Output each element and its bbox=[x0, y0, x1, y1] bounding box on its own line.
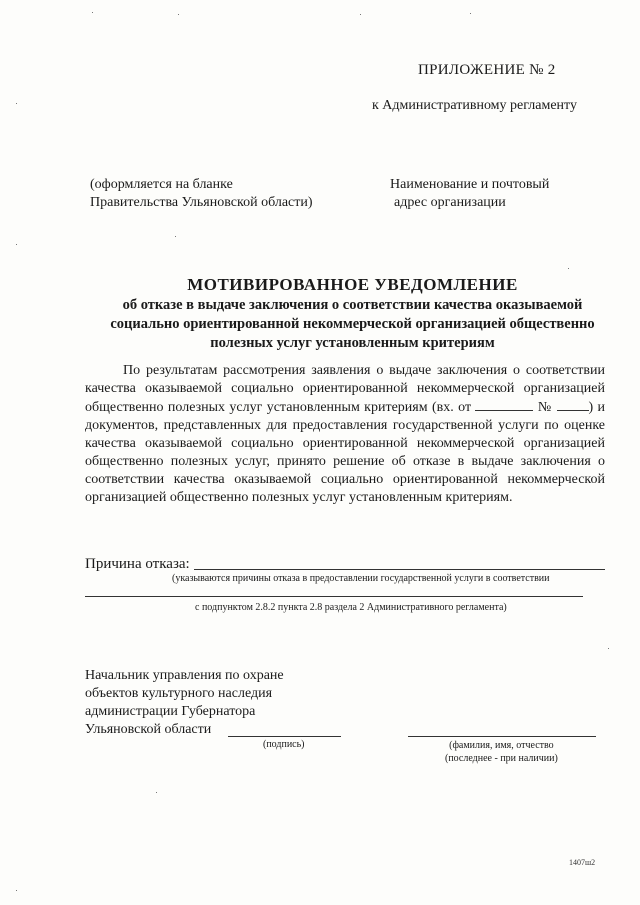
name-hint-line: (фамилия, имя, отчество bbox=[449, 740, 554, 751]
signer-line: объектов культурного наследия bbox=[85, 686, 273, 701]
body-paragraph bbox=[85, 362, 605, 507]
recipient-note-line: адрес организации bbox=[394, 195, 506, 210]
scan-speck bbox=[360, 14, 361, 15]
scan-speck bbox=[178, 14, 179, 15]
signature-line bbox=[228, 736, 341, 737]
document-title-line: полезных услуг установленным критериям bbox=[210, 335, 495, 351]
reason-hint: (указываются причины отказа в предоставлении государственной услуги в соответствии bbox=[172, 573, 550, 584]
name-hint-line: (последнее - при наличии) bbox=[445, 753, 558, 764]
document-title bbox=[60, 274, 640, 353]
letterhead-note bbox=[90, 176, 313, 212]
reason-label: Причина отказа: bbox=[85, 556, 190, 572]
date-blank bbox=[475, 398, 533, 411]
letterhead-note-line: (оформляется на бланке bbox=[90, 177, 233, 192]
appendix-title: ПРИЛОЖЕНИЕ № 2 bbox=[418, 62, 556, 78]
appendix-subtitle: к Административному регламенту bbox=[372, 98, 577, 113]
signer-line: администрации Губернатора bbox=[85, 704, 256, 719]
signature-hint: (подпись) bbox=[263, 739, 305, 750]
document-title-line: об отказе в выдаче заключения о соответствии качества оказываемой bbox=[122, 297, 583, 313]
reason-line bbox=[194, 569, 605, 570]
footer-code: 1407ш2 bbox=[569, 858, 596, 867]
body-text-part: ) и документов, представленных для предоставления государственной услуги по оценке качества оказываемой социально ориентированной некоммерческой организацией общественно полезных услуг, принято решение об отказе в выдаче заключения о соответствии качества оказываемой социально ориентированной некоммерческой организацией общественно полезных услуг установленным критериям. bbox=[85, 400, 606, 505]
number-blank bbox=[557, 398, 589, 411]
document-title-main: МОТИВИРОВАННОЕ УВЕДОМЛЕНИЕ bbox=[187, 275, 518, 294]
signer-position bbox=[85, 667, 284, 739]
scan-speck bbox=[16, 103, 17, 104]
signer-line: Ульяновской области bbox=[85, 722, 212, 737]
recipient-note-line: Наименование и почтовый bbox=[390, 177, 550, 192]
scan-speck bbox=[175, 236, 176, 237]
scan-speck bbox=[92, 12, 93, 13]
scan-speck bbox=[470, 13, 471, 14]
recipient-address-note bbox=[390, 176, 549, 212]
scan-speck bbox=[156, 792, 157, 793]
scan-speck bbox=[16, 244, 17, 245]
scan-speck bbox=[608, 648, 609, 649]
scan-speck bbox=[568, 268, 569, 269]
number-sign: № bbox=[537, 400, 553, 415]
scan-speck bbox=[16, 890, 17, 891]
letterhead-note-line: Правительства Ульяновской области) bbox=[90, 195, 313, 210]
name-hint bbox=[445, 739, 558, 765]
document-title-line: социально ориентированной некоммерческой организацией общественно bbox=[110, 316, 595, 332]
reason-line bbox=[85, 596, 583, 597]
reason-row bbox=[85, 556, 605, 573]
name-line bbox=[408, 736, 596, 737]
signer-line: Начальник управления по охране bbox=[85, 668, 284, 683]
body-text-part: По результатам рассмотрения заявления о выдаче заключения о соответствии качества оказываемой социально ориентированной некоммерческой организацией общественно полезных услуг установленным критериям (вх. от bbox=[85, 363, 605, 415]
reason-hint: с подпунктом 2.8.2 пункта 2.8 раздела 2 Административного регламента) bbox=[195, 602, 507, 613]
